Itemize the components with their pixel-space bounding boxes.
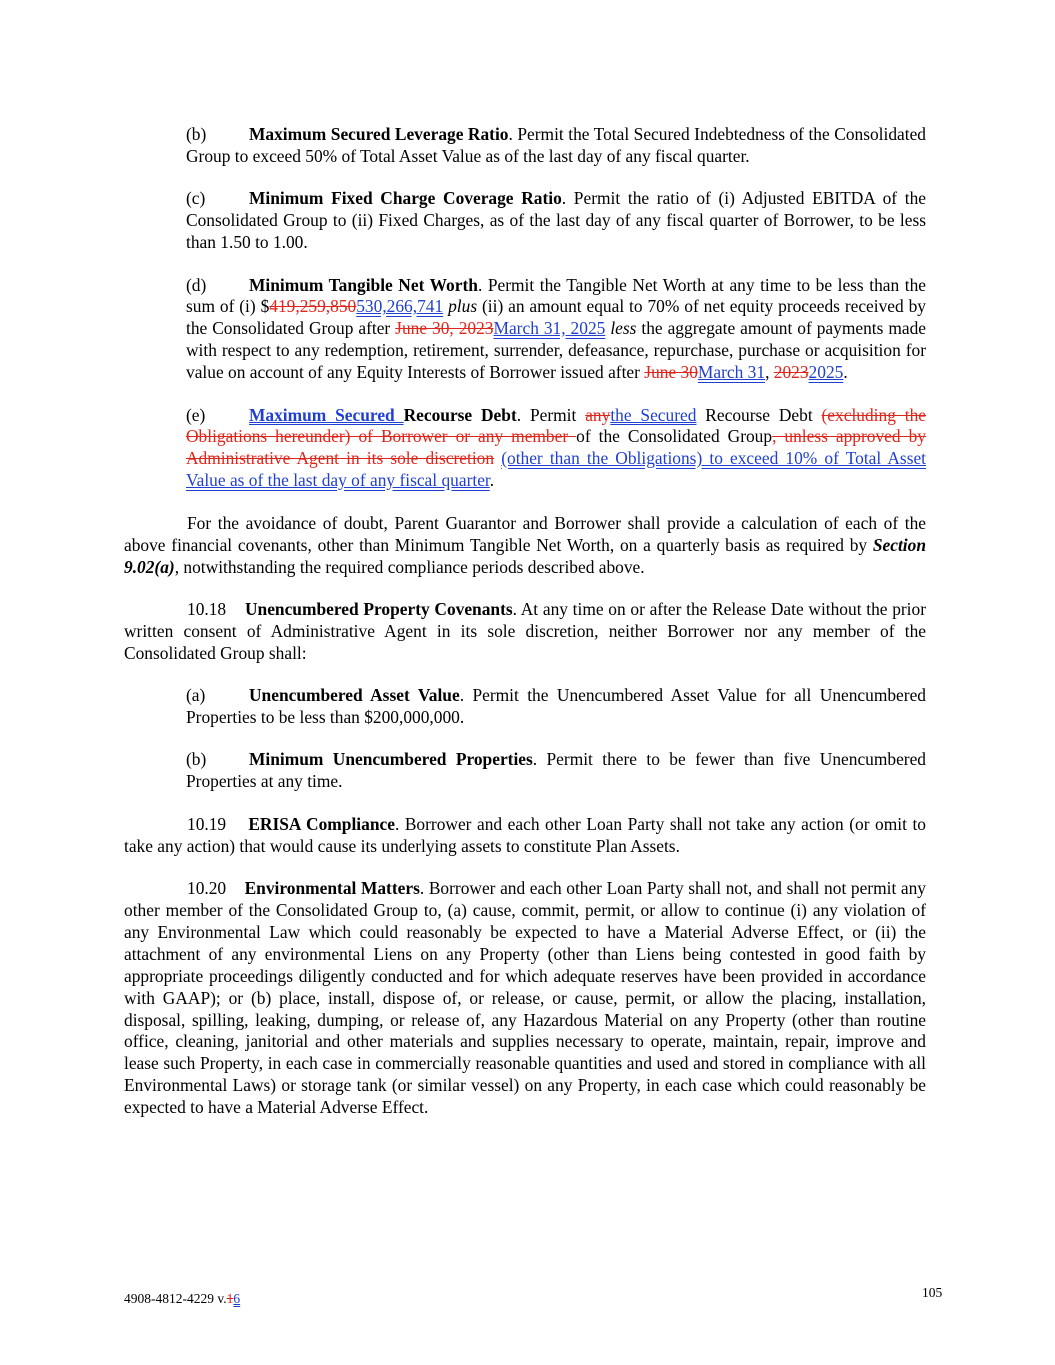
section-10-19 xyxy=(124,814,926,858)
deleted-text: June 30 xyxy=(644,362,698,383)
clause-title: Minimum Tangible Net Worth xyxy=(249,274,478,295)
clause-title: Maximum Secured Leverage Ratio xyxy=(249,124,509,144)
section-number: 10.19 xyxy=(187,813,227,834)
italic-text: less xyxy=(610,318,637,339)
clause-c-fixed-charge xyxy=(186,188,926,254)
page-number: 105 xyxy=(922,1285,943,1300)
section-title: Unencumbered Property Covenants xyxy=(244,598,513,619)
clause-b-leverage xyxy=(186,124,926,168)
clause-title: Recourse Debt xyxy=(403,404,517,425)
inserted-text: the Secured xyxy=(610,404,697,425)
clause-text: . Permit there to be fewer than five Unencumbered Properties at any time. xyxy=(186,749,927,792)
clause-label: (a) xyxy=(186,685,206,706)
clause-b-unencumbered-properties xyxy=(186,749,926,793)
section-number: 10.20 xyxy=(187,878,227,899)
section-10-18 xyxy=(124,599,926,665)
document-id-footer xyxy=(124,1291,240,1307)
clause-text: . Permit the Tangible Net Worth at any time to be less than the sum of (i) $ xyxy=(186,274,926,317)
section-reference: Section 9.02(a) xyxy=(124,534,926,577)
inserted-text: March 31 xyxy=(697,362,766,383)
inserted-text: (other than the Obligations) to exceed 10% of Total Asset Value as of the last day of any fiscal quarter xyxy=(186,448,927,491)
clause-text: (ii) an amount equal to 70% of net equity proceeds received by the Consolidated Group after xyxy=(186,296,926,339)
deleted-text: any xyxy=(585,404,611,425)
inserted-text: 2025 xyxy=(808,362,844,383)
clause-text: . Permit the ratio of (i) Adjusted EBITDA of the Consolidated Group to (ii) Fixed Charges, as of the last day of any fiscal quarter of Borrower, to be less than 1.50 to 1.00. xyxy=(186,188,926,253)
clause-title: Unencumbered Asset Value xyxy=(249,685,460,706)
clause-title: Minimum Fixed Charge Coverage Ratio xyxy=(249,188,562,209)
clause-text: . Permit the Unencumbered Asset Value for all Unencumbered Properties to be less than $200,000,000. xyxy=(186,685,926,728)
paragraph-text: , notwithstanding the required compliance periods described above. xyxy=(174,556,645,577)
document-id: 4908-4812-4229 v. xyxy=(124,1291,227,1306)
clause-text: , xyxy=(765,362,774,383)
clause-text: the aggregate amount of payments made with respect to any redemption, retirement, surrender, defeasance, repurchase, purchase or acquisition for value on account of any Equity Interests of Borrower issued after xyxy=(186,318,926,383)
clause-text: . xyxy=(489,470,495,491)
deleted-text: (excluding the Obligations hereunder) of Borrower or any member xyxy=(186,404,926,447)
inserted-title-text: Maximum Secured xyxy=(249,404,404,425)
clause-text: . Permit the Total Secured Indebtedness of the Consolidated Group to exceed 50% of Total Asset Value as of the last day of any fiscal quarter. xyxy=(186,124,926,166)
section-10-20 xyxy=(124,878,926,1119)
inserted-text: 530,266,741 xyxy=(356,296,444,317)
deleted-text: 2023 xyxy=(773,362,809,383)
deleted-text: , unless approved by Administrative Agent in its sole discretion xyxy=(186,426,926,469)
section-title: ERISA Compliance xyxy=(248,813,395,834)
clause-text: of the Consolidated Group xyxy=(576,426,773,447)
section-text: . Borrower and each other Loan Party shall not take any action (or omit to take any action) that would cause its underlying assets to constitute Plan Assets. xyxy=(124,813,926,856)
section-text: . Borrower and each other Loan Party shall not, and shall not permit any other member of the Consolidated Group to, (a) cause, commit, permit, or allow to continue (i) any violation of any Environmental Law which could reasonably be expected to have a Material Adverse Effect, or (ii) the attachment of any environmental Liens on any Property (other than Liens being contested in good faith by appropriate proceedings diligently conducted and for which adequate reserves have been provided in accordance with GAAP); or (b) place, install, dispose of, or release, or cause, permit, or allow the placing, installation, disposal, spilling, leaking, dumping, or release of, any Hazardous Material on any Property (other than routine office, cleaning, janitorial and other materials and supplies necessary to operate, maintain, repair, improve and lease such Property, in each case in commercially reasonable quantities and used and stored in compliance with all Environmental Laws) or storage tank (or similar vessel) on any Property, in each case which could reasonably be expected to have a Material Adverse Effect. xyxy=(124,878,926,1118)
section-number: 10.18 xyxy=(187,598,227,619)
section-text: . At any time on or after the Release Date without the prior written consent of Administrative Agent in its sole discretion, neither Borrower nor any member of the Consolidated Group shall: xyxy=(124,598,926,663)
clause-e-recourse-debt xyxy=(186,405,926,493)
clause-label: (e) xyxy=(186,404,206,425)
section-title: Environmental Matters xyxy=(244,878,420,899)
clause-label: (c) xyxy=(186,188,206,209)
clause-d-tangible-net-worth xyxy=(186,275,926,385)
clause-label: (d) xyxy=(186,274,207,295)
deleted-text: 419,259,850 xyxy=(269,296,357,317)
avoidance-paragraph xyxy=(124,513,926,579)
inserted-version: 6 xyxy=(233,1291,241,1306)
clause-text: Recourse Debt xyxy=(696,404,822,425)
clause-label: (b) xyxy=(186,749,207,770)
clause-title: Minimum Unencumbered Properties xyxy=(249,749,533,770)
clause-label: (b) xyxy=(186,124,207,144)
inserted-text: March 31, 2025 xyxy=(493,318,606,339)
paragraph-text: For the avoidance of doubt, Parent Guarantor and Borrower shall provide a calculation of each of the above financial covenants, other than Minimum Tangible Net Worth, on a quarterly basis as required by xyxy=(124,512,926,555)
clause-a-unencumbered-asset-value xyxy=(186,685,926,729)
page-body xyxy=(124,124,926,1140)
deleted-text: June 30, 2023 xyxy=(395,318,494,339)
deleted-version: 1 xyxy=(226,1291,234,1306)
italic-text: plus xyxy=(448,296,478,317)
clause-text: . Permit xyxy=(516,404,586,425)
clause-text: . xyxy=(843,362,848,383)
